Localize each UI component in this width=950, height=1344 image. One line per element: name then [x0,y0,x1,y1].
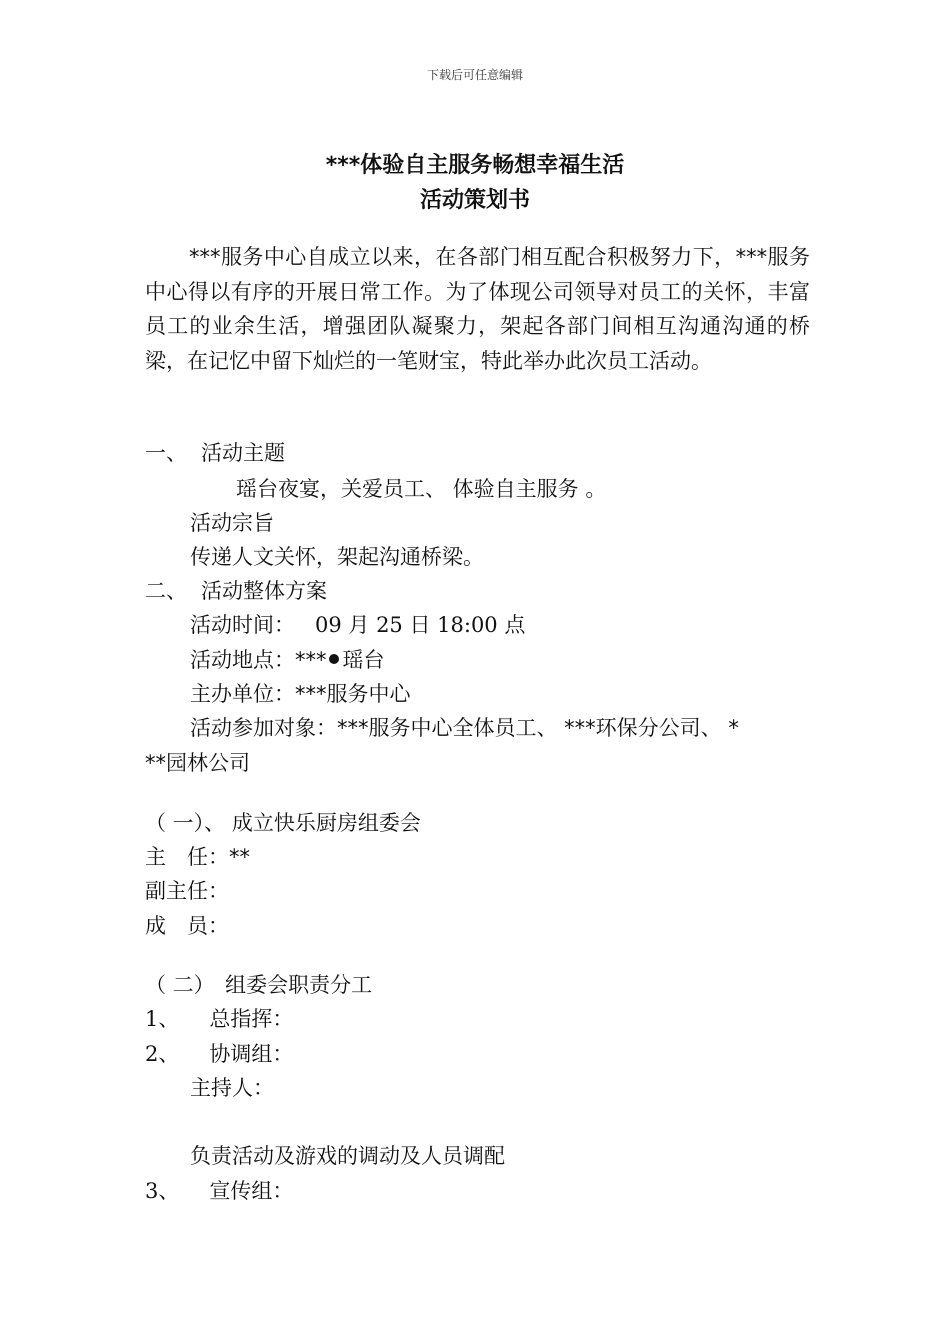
participants [190,713,739,743]
section2-title: 活动整体方案 [201,579,327,603]
section1-marker: 一、 [145,441,187,465]
place-value-prefix: *** [295,648,327,672]
activity-time [190,610,525,640]
participants-line2: **园林公司 [145,751,250,775]
duty-item-1 [145,1004,293,1034]
activity-place [190,645,385,675]
duty-item-2 [145,1039,293,1069]
time-value: 09 月 25 日 18:00 点 [315,613,526,637]
item1-label: 总指挥： [209,1007,294,1031]
item2-description: 负责活动及游戏的调动及人员调配 [190,1144,505,1168]
document-title: ***体验自主服务畅想幸福生活 [325,153,625,178]
host-label: 主办单位： [190,682,295,706]
duty-item-3 [145,1176,293,1206]
host-unit [190,679,411,709]
activity-theme: 瑶台夜宴，关爱员工、 体验自主服务 。 [236,477,607,501]
section2-heading [145,576,327,606]
intro-paragraph: ***服务中心自成立以来，在各部门相互配合积极努力下，***服务中心得以有序的开展日常工作。为了体现公司领导对员工的关怀，丰富员工的业余生活，增强团队凝聚力，架起各部门间相互沟通沟通的桥梁，在记忆中留下灿烂的一笔财宝，特此举办此次员工活动。 [145,245,810,373]
place-label: 活动地点： [190,648,295,672]
place-value-suffix: 瑶台 [342,648,385,672]
section1-heading [145,438,285,468]
host-person-label: 主持人： [190,1076,274,1100]
participants-line1: ***服务中心全体员工、 ***环保分公司、 * [337,716,739,740]
item2-number: 2、 [145,1042,180,1066]
item1-number: 1、 [145,1007,180,1031]
director-label: 主 任： [145,845,229,869]
purpose-text: 传递人文关怀，架起沟通桥梁。 [190,545,484,569]
subsection1-heading: （ 一）、 成立快乐厨房组委会 [145,811,421,835]
document-subtitle: 活动策划书 [419,188,530,213]
deputy-director-label: 副主任： [145,879,229,903]
director [145,842,250,872]
participants-label: 活动参加对象： [190,716,337,740]
item2-label: 协调组： [209,1042,294,1066]
item3-label: 宣传组： [209,1179,294,1203]
section2-marker: 二、 [145,579,187,603]
director-value: ** [229,845,250,869]
item3-number: 3、 [145,1179,180,1203]
bullet-dot-icon [329,654,339,664]
time-label: 活动时间： [190,613,295,637]
members-label: 成 员： [145,914,229,938]
purpose-label: 活动宗旨 [190,511,274,535]
header-note: 下载后可任意编辑 [426,68,523,82]
host-value: ***服务中心 [295,682,411,706]
section1-title: 活动主题 [201,441,285,465]
subsection2-heading: （ 二） 组委会职责分工 [145,973,373,997]
